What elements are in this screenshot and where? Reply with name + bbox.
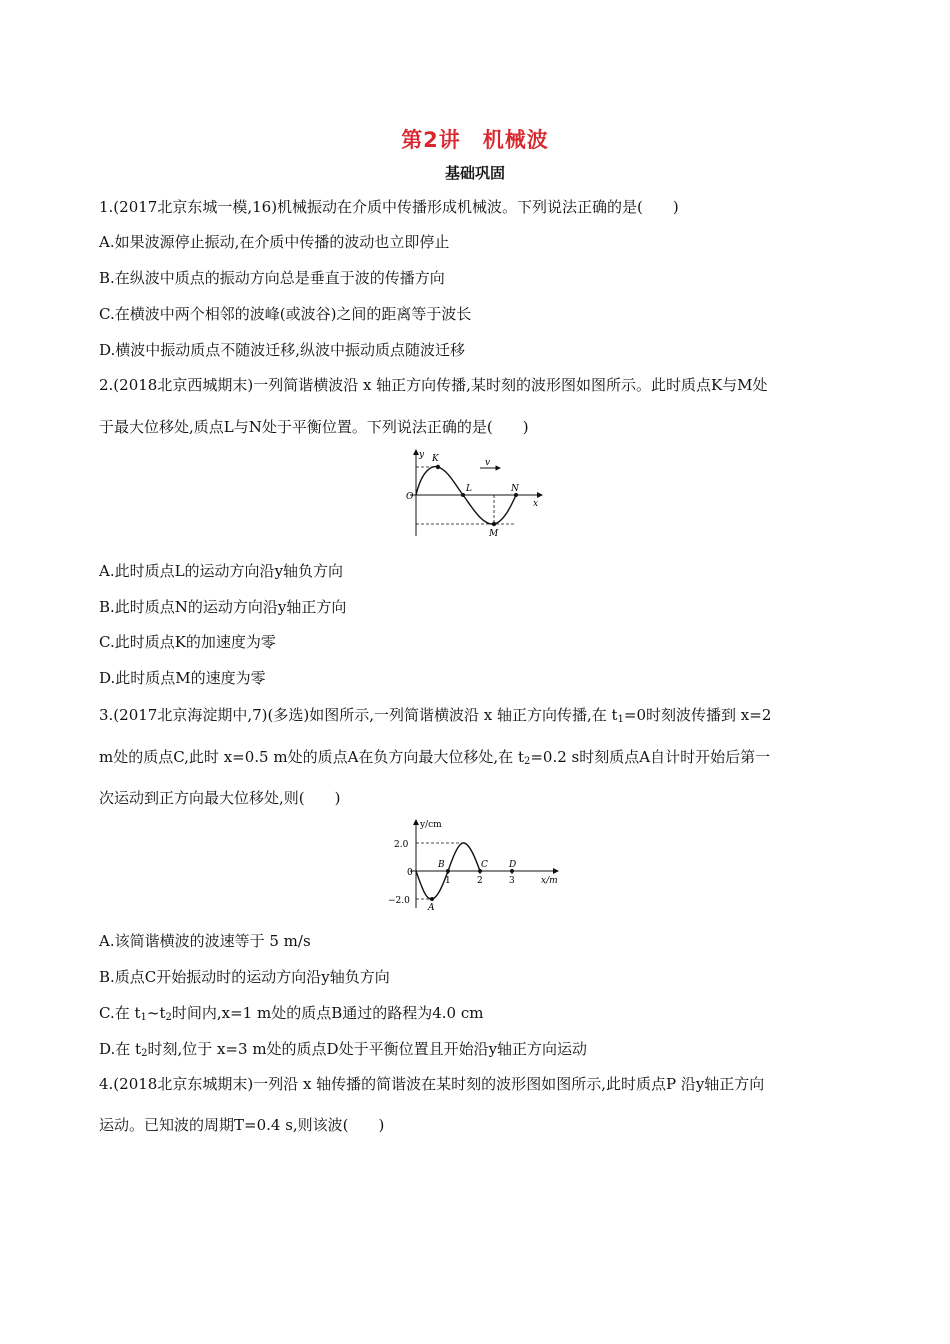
- q2-option-c: C.此时质点K的加速度为零: [99, 633, 276, 651]
- q3-tick-pos: 2.0: [394, 840, 409, 850]
- page-title: 第2讲 机械波: [401, 128, 549, 152]
- q3-point-a: [430, 897, 434, 901]
- q2-label-y: y: [419, 450, 425, 460]
- q4-stem-line2: 运动。已知波的周期T=0.4 s,则该波( ): [99, 1116, 385, 1134]
- q2-label-k: K: [432, 454, 439, 464]
- q3-tick-3: 3: [509, 876, 515, 886]
- q3-stem-line2: m处的质点C,此时 x=0.5 m处的质点A在负方向最大位移处,在 $t_2=0.2$ s时刻质点A自计时开始后第一: [99, 748, 771, 767]
- q4-stem-line1: 4.(2018北京东城期末)一列沿 x 轴传播的简谐波在某时刻的波形图如图所示,此时质点P 沿y轴正方向: [99, 1075, 765, 1093]
- q3-label-c: C: [481, 860, 488, 870]
- q1-option-c: C.在横波中两个相邻的波峰(或波谷)之间的距离等于波长: [99, 305, 472, 323]
- q2-label-x: x: [533, 499, 539, 509]
- q2-wave-figure: [394, 446, 546, 540]
- q2-point-k: [436, 465, 440, 469]
- q3-option-d: D.在 $t_2$时刻,位于 x=3 m处的质点D处于平衡位置且开始沿y轴正方向运动: [99, 1040, 588, 1059]
- q2-label-n: N: [511, 484, 519, 494]
- q3-wave-figure: [378, 816, 564, 912]
- q2-stem-line2: 于最大位移处,质点L与N处于平衡位置。下列说法正确的是( ): [99, 418, 529, 436]
- q2-label-v: v: [485, 458, 491, 468]
- q1-option-b: B.在纵波中质点的振动方向总是垂直于波的传播方向: [99, 269, 445, 287]
- q3-tick-neg: −2.0: [388, 896, 410, 906]
- q1-option-a: A.如果波源停止振动,在介质中传播的波动也立即停止: [99, 233, 450, 251]
- q3-xlabel: x/m: [541, 876, 558, 886]
- section-heading: 基础巩固: [444, 164, 505, 182]
- q2-option-a: A.此时质点L的运动方向沿y轴负方向: [99, 562, 344, 580]
- q2-option-d: D.此时质点M的速度为零: [99, 669, 266, 687]
- q3-tick-2: 2: [477, 876, 483, 886]
- q3-option-b: B.质点C开始振动时的运动方向沿y轴负方向: [99, 968, 390, 986]
- q3-tick-zero: 0: [407, 868, 413, 878]
- q3-stem-line3: 次运动到正方向最大位移处,则( ): [99, 789, 341, 807]
- q3-label-a: A: [428, 903, 435, 912]
- q3-option-a: A.该简谐横波的波速等于 5 m/s: [99, 932, 311, 950]
- q3-stem-line1: 3.(2017北京海淀期中,7)(多选)如图所示,一列简谐横波沿 x 轴正方向传播,在 $t_1=0$时刻波传播到 x=2: [99, 706, 772, 725]
- q3-ylabel: y/cm: [420, 820, 442, 830]
- q2-option-b: B.此时质点N的运动方向沿y轴正方向: [99, 598, 347, 616]
- q3-option-c: C.在 $t_1\sim t_2$时间内,x=1 m处的质点B通过的路程为4.0 cm: [99, 1004, 484, 1023]
- q3-label-b: B: [438, 860, 445, 870]
- q3-tick-1: 1: [445, 876, 451, 886]
- q2-label-o: O: [406, 492, 414, 502]
- q1-option-d: D.横波中振动质点不随波迁移,纵波中振动质点随波迁移: [99, 341, 466, 359]
- q2-stem-line1: 2.(2018北京西城期末)一列简谐横波沿 x 轴正方向传播,某时刻的波形图如图所示。此时质点K与M处: [99, 376, 768, 394]
- q2-label-l: L: [466, 484, 472, 494]
- q2-point-l: [461, 493, 465, 497]
- q3-label-d: D: [509, 860, 517, 870]
- q2-label-m: M: [489, 529, 499, 539]
- q2-point-m: [492, 522, 496, 526]
- q1-stem: 1.(2017北京东城一模,16)机械振动在介质中传播形成机械波。下列说法正确的是( ): [99, 198, 679, 216]
